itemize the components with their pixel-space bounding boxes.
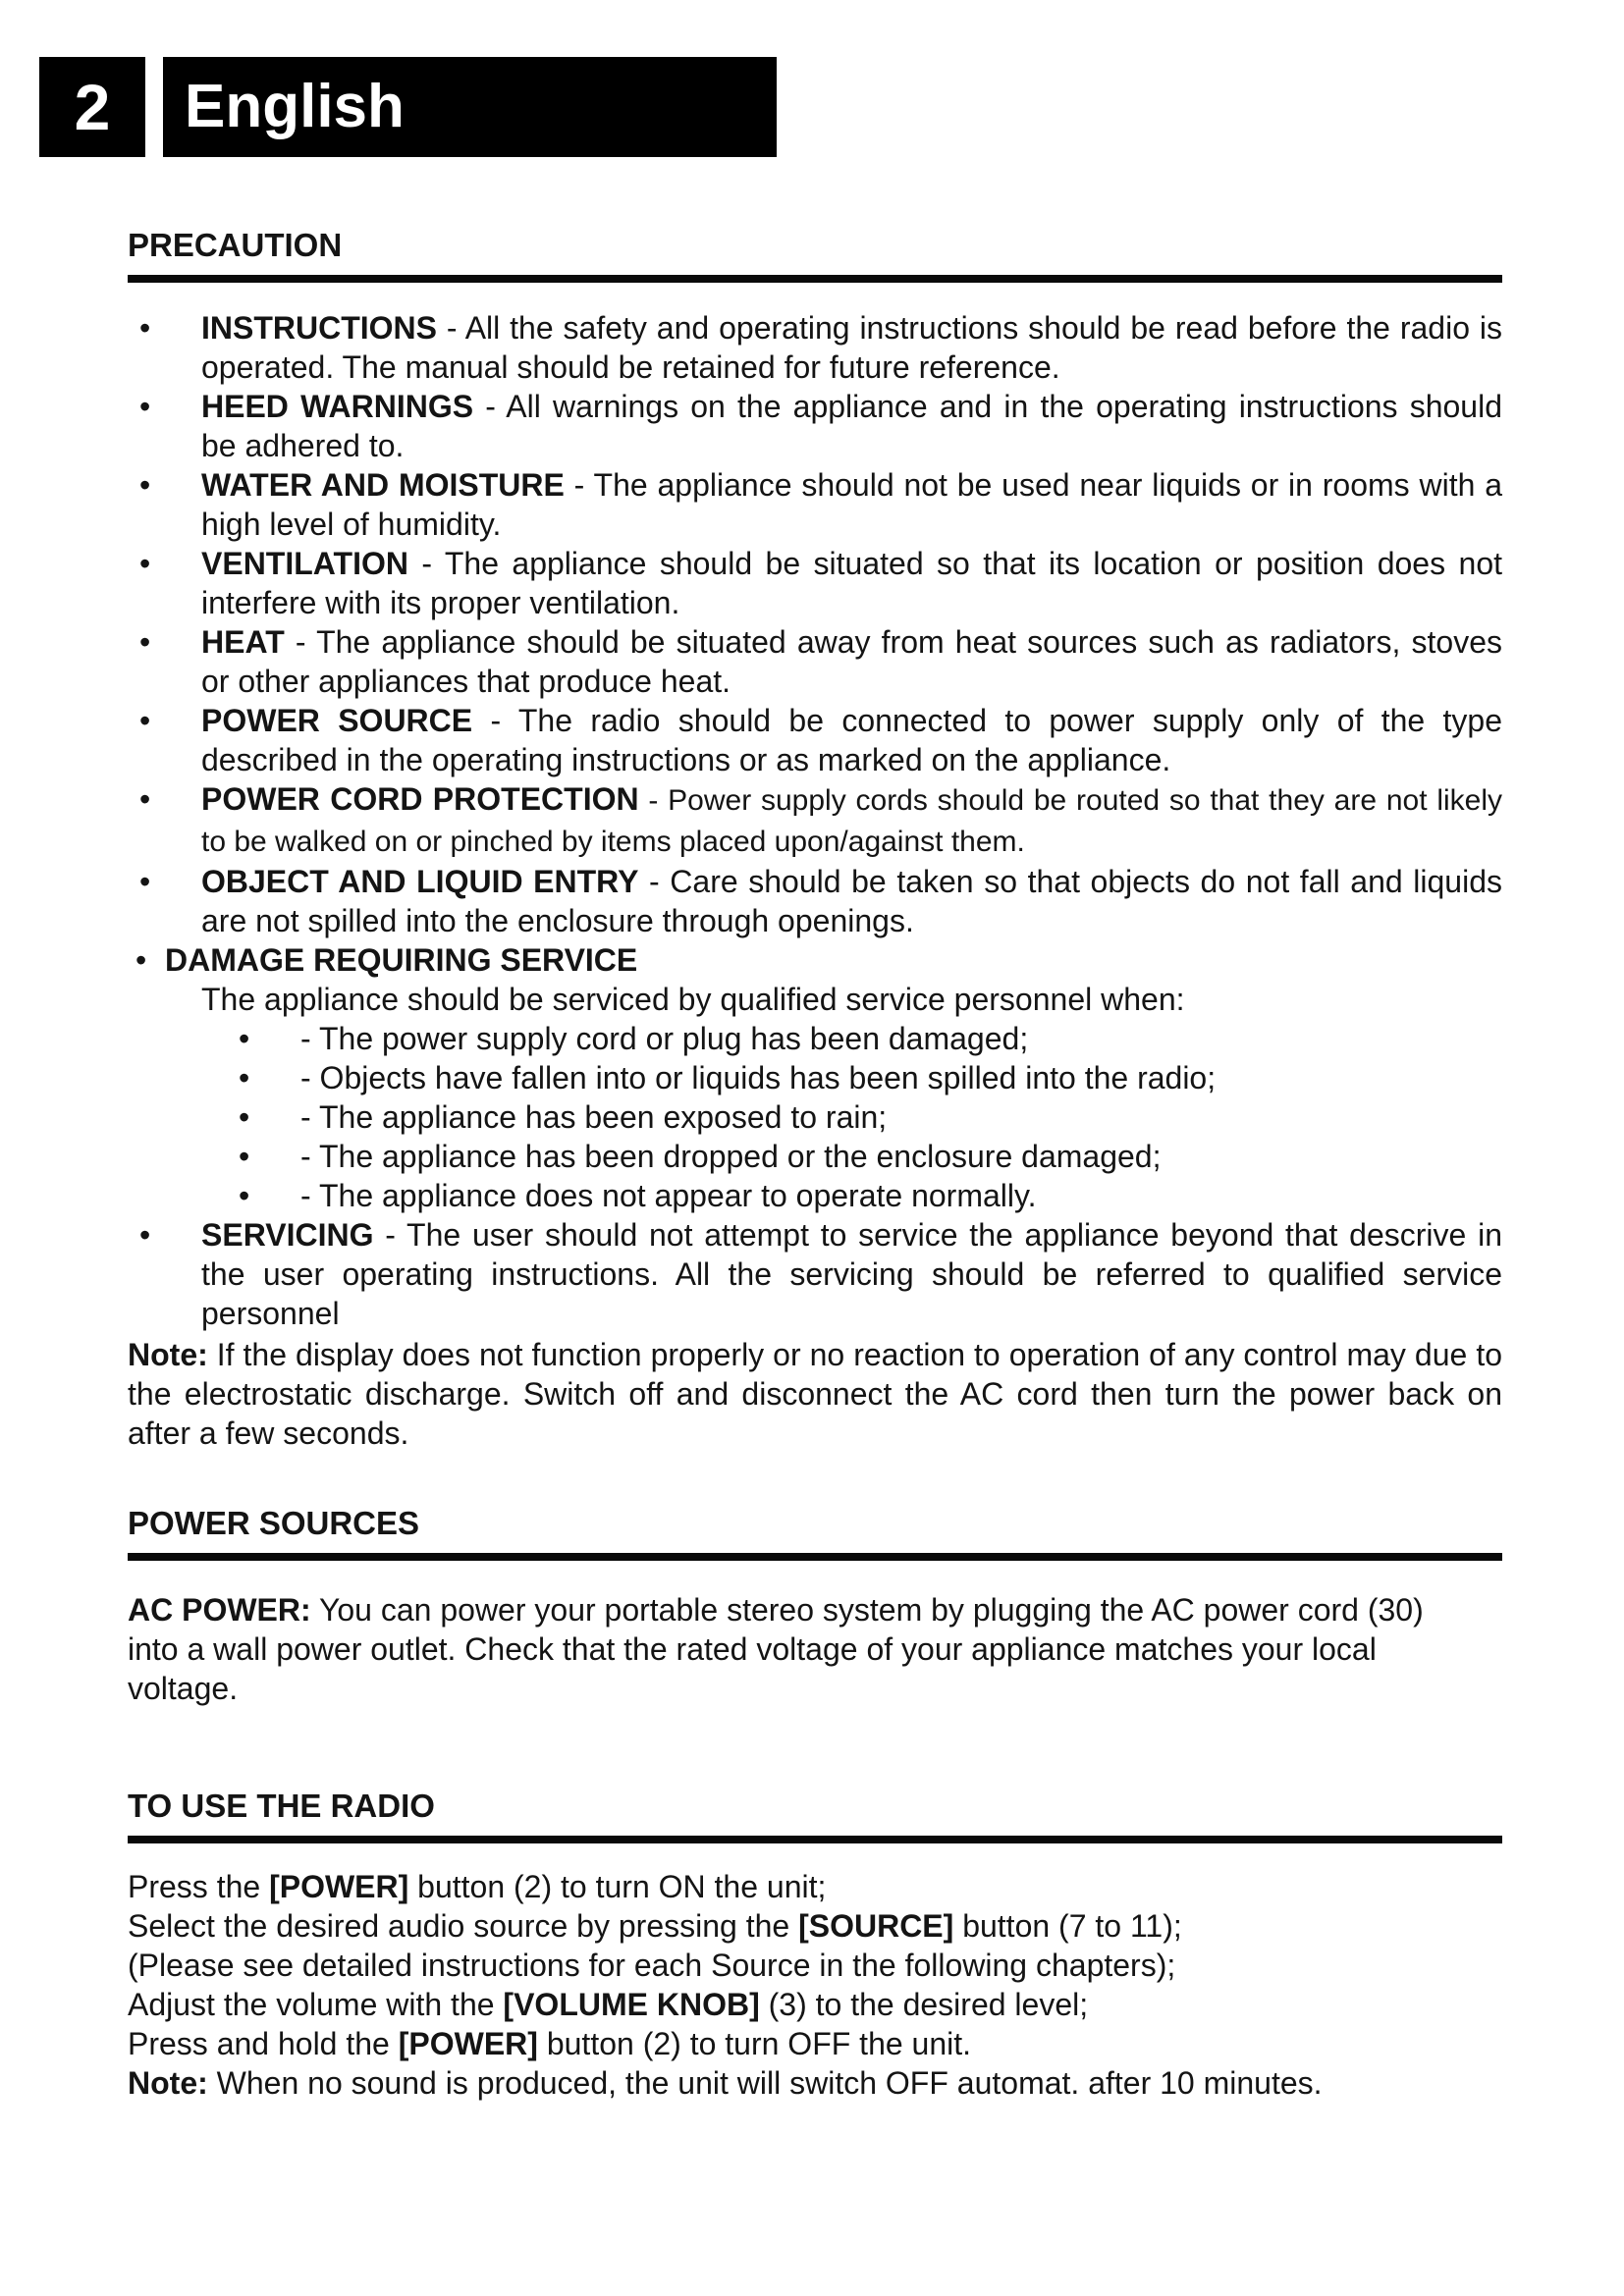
item-term: OBJECT AND LIQUID ENTRY [201, 864, 639, 899]
item-term: POWER SOURCE [201, 703, 473, 738]
damage-sub-item: • - Objects have fallen into or liquids has been spilled into the radio; [227, 1058, 1502, 1097]
line-pre: (Please see detailed instructions for each Source in the following chapters); [128, 1948, 1176, 1983]
section-title-power-sources: POWER SOURCES [128, 1504, 1502, 1561]
line-post: (3) to the desired level; [759, 1987, 1089, 2022]
line-post: button (2) to turn ON the unit; [408, 1869, 827, 1904]
page-header [39, 0, 1624, 165]
item-text: - Care should be taken so that objects do not fall and liquids are not spilled into the enclosure through openings. [201, 864, 1503, 938]
damage-sub-item: • - The appliance does not appear to operate normally. [227, 1176, 1502, 1215]
radio-instructions [128, 1867, 1502, 2103]
radio-instruction-line [128, 1906, 1502, 1946]
line-bold: [SOURCE] [798, 1908, 954, 1944]
damage-sublist [165, 1019, 1502, 1215]
line-bold: [POWER] [398, 2026, 538, 2061]
ac-power-label: AC POWER: [128, 1592, 311, 1628]
precaution-item-servicing [128, 1215, 1502, 1333]
damage-sub-item: • - The appliance has been exposed to rain; [227, 1097, 1502, 1137]
item-text: - Power supply cords should be routed so that they are not likely to be walked on or pinched by items placed upon/against them. [201, 784, 1503, 858]
item-term: WATER AND MOISTURE [201, 467, 565, 503]
item-term: VENTILATION [201, 546, 408, 581]
precaution-item-object-liquid-entry [128, 862, 1502, 940]
item-term: SERVICING [201, 1217, 374, 1253]
line-pre: Select the desired audio source by pressing the [128, 1908, 799, 1944]
line-pre: Adjust the volume with the [128, 1987, 504, 2022]
item-text: - The appliance should be situated away from heat sources such as radiators, stoves or other appliances that produce heat. [201, 624, 1502, 699]
item-term: INSTRUCTIONS [201, 310, 437, 346]
item-text: - The user should not attempt to service the appliance beyond that descrive in the user operating instructions. All the servicing should be referred to qualified service personnel [201, 1217, 1502, 1331]
line-post: button (2) to turn OFF the unit. [537, 2026, 972, 2061]
page-number: 2 [74, 71, 111, 143]
precaution-item-power-source [128, 701, 1502, 779]
item-text: - All warnings on the appliance and in the operating instructions should be adhered to. [201, 389, 1503, 463]
note-text: If the display does not function properly or no reaction to operation of any control may due to the electrostatic discharge. Switch off and disconnect the AC cord then turn the power back on after a few seconds. [128, 1337, 1502, 1451]
damage-sub-item: • - The appliance has been dropped or the enclosure damaged; [227, 1137, 1502, 1176]
ac-power-paragraph [128, 1590, 1424, 1708]
section-title-precaution: PRECAUTION [128, 226, 1502, 283]
precaution-item-power-cord-protection [128, 779, 1502, 862]
line-pre: Press and hold the [128, 2026, 399, 2061]
radio-instruction-line [128, 1946, 1502, 1985]
language-title: English [185, 73, 405, 140]
radio-instruction-note [128, 2063, 1502, 2103]
item-term: DAMAGE REQUIRING SERVICE [165, 942, 638, 978]
item-text: - The appliance should not be used near liquids or in rooms with a high level of humidity. [201, 467, 1503, 542]
line-bold: Note: [128, 2065, 208, 2101]
precaution-item-heat [128, 622, 1502, 701]
radio-instruction-line [128, 1867, 1502, 1906]
header-gap [145, 57, 163, 157]
precaution-item-instructions [128, 308, 1502, 387]
section-title-to-use-the-radio: TO USE THE RADIO [128, 1787, 1502, 1843]
item-term: HEED WARNINGS [201, 389, 474, 424]
note-label: Note: [128, 1337, 208, 1372]
page-number-badge [39, 57, 145, 157]
precaution-item-water-moisture [128, 465, 1502, 544]
damage-intro: The appliance should be serviced by qualified service personnel when: [201, 982, 1185, 1017]
page-content [0, 226, 1624, 2103]
radio-instruction-line [128, 1985, 1502, 2024]
item-text: - All the safety and operating instructions should be read before the radio is operated. The manual should be retained for future reference. [201, 310, 1502, 385]
precaution-list [128, 308, 1502, 1333]
line-bold: [VOLUME KNOB] [503, 1987, 760, 2022]
line-post: button (7 to 11); [953, 1908, 1182, 1944]
radio-instruction-line [128, 2024, 1502, 2063]
line-pre: Press the [128, 1869, 270, 1904]
item-term: HEAT [201, 624, 285, 660]
damage-sub-item: • - The power supply cord or plug has been damaged; [227, 1019, 1502, 1058]
ac-power-text: You can power your portable stereo system by plugging the AC power cord (30) into a wall power outlet. Check that the rated voltage of your appliance matches your local voltage. [128, 1592, 1424, 1706]
precaution-item-heed-warnings [128, 387, 1502, 465]
item-text: - The radio should be connected to power supply only of the type described in the operating instructions or as marked on the appliance. [201, 703, 1503, 777]
language-banner [163, 57, 777, 157]
line-bold: [POWER] [269, 1869, 409, 1904]
item-term: POWER CORD PROTECTION [201, 781, 639, 817]
item-text: - The appliance should be situated so that its location or position does not interfere with its proper ventilation. [201, 546, 1502, 620]
precaution-note [128, 1333, 1502, 1453]
line-post: When no sound is produced, the unit will switch OFF automat. after 10 minutes. [207, 2065, 1323, 2101]
precaution-item-damage-requiring-service [128, 940, 1502, 1215]
precaution-item-ventilation [128, 544, 1502, 622]
